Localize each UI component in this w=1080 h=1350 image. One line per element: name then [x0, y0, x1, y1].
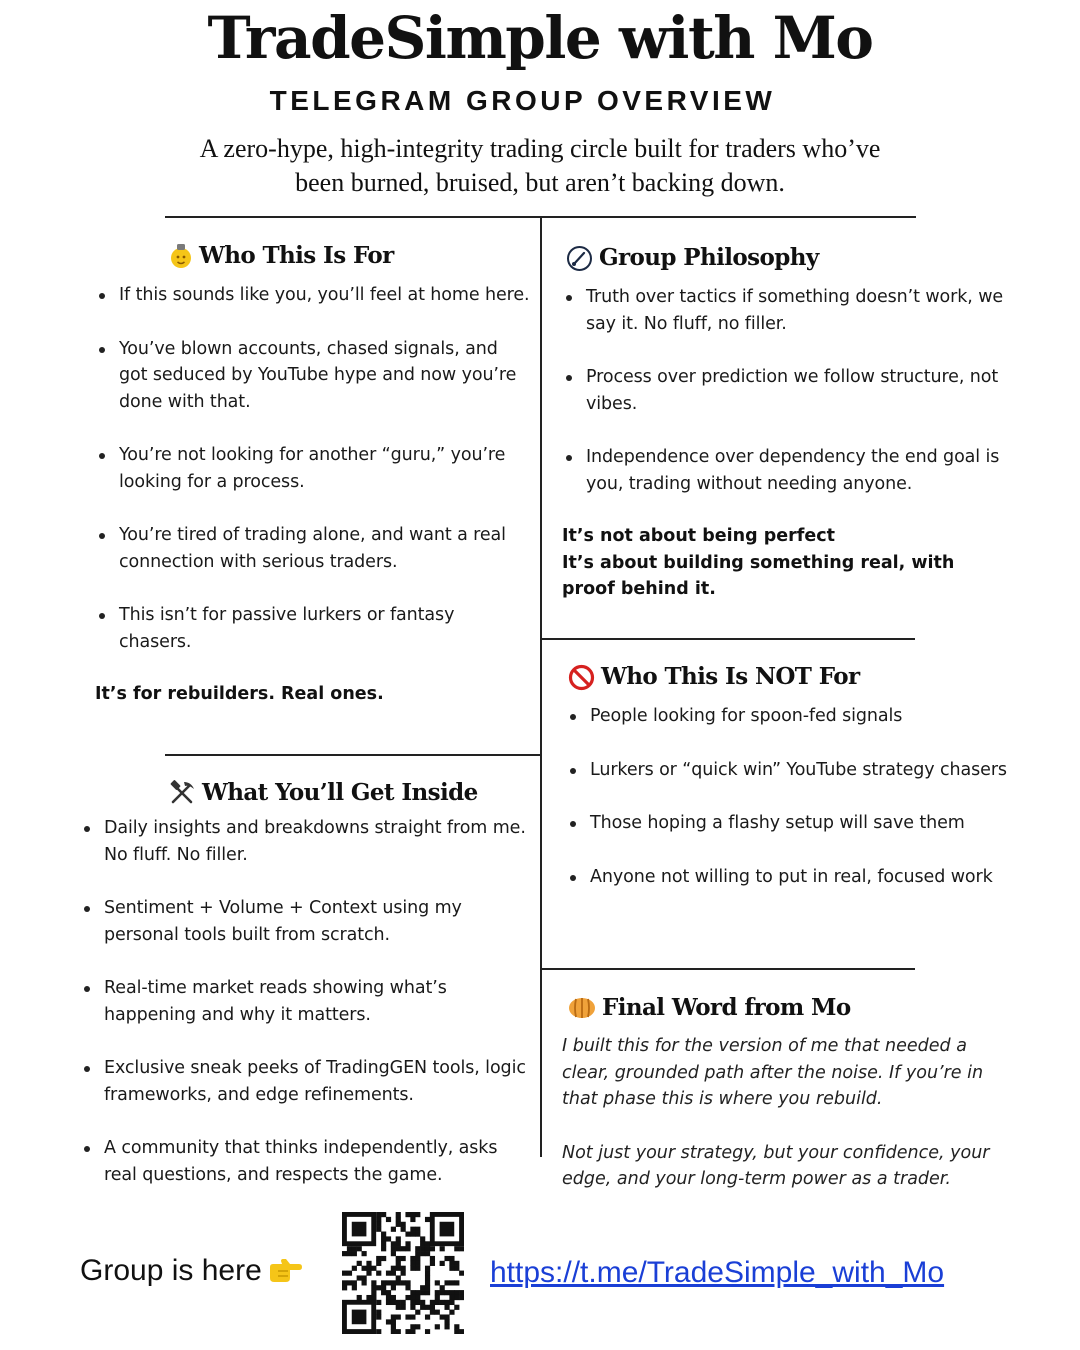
list-item: If this sounds like you, you’ll feel at home here. [95, 282, 530, 309]
final-word-paragraph-1: I built this for the version of me that needed a clear, grounded path after the noise. If you’re in that phase this is where you rebuild. [562, 1036, 984, 1109]
list-item: A community that thinks independently, asks real questions, and respects the game. [80, 1135, 535, 1188]
hammer-pick-icon [168, 779, 196, 807]
get-inside-list [80, 815, 535, 1188]
philosophy-heading: Group Philosophy [566, 242, 1007, 274]
bulb-icon [169, 242, 193, 270]
who-for-list [95, 282, 530, 655]
list-item: Exclusive sneak peeks of TradingGEN tools, logic frameworks, and edge refinements. [80, 1055, 535, 1108]
philosophy-closing: It’s not about being perfect It’s about building something real, with proof behind it. [562, 526, 955, 599]
not-for-list [566, 703, 1011, 890]
get-inside-section [80, 777, 535, 1188]
list-item: You’re not looking for another “guru,” you’re looking for a process. [95, 442, 530, 495]
pointing-right-icon [268, 1258, 302, 1284]
philosophy-section [562, 242, 1007, 603]
list-item: You’ve blown accounts, chased signals, and got seduced by YouTube hype and now you’re done with that. [95, 336, 530, 416]
get-inside-heading: What You’ll Get Inside [168, 777, 535, 809]
group-is-here: Group is here [80, 1251, 302, 1291]
list-item: You’re tired of trading alone, and want a real connection with serious traders. [95, 522, 530, 575]
page-subtitle: TELEGRAM GROUP OVERVIEW [269, 85, 776, 116]
philosophy-list [562, 284, 1007, 497]
center-divider [540, 217, 542, 1157]
who-for-heading: Who This Is For [169, 240, 530, 272]
right-section-divider-2 [541, 968, 915, 970]
not-for-section [566, 661, 1011, 890]
list-item: This isn’t for passive lurkers or fantasy chasers. [95, 602, 530, 655]
prohibited-icon [568, 664, 595, 691]
intro-text: A zero-hype, high-integrity trading circle built for traders who’ve been burned, bruised, but aren’t backing down. [199, 134, 881, 197]
right-section-divider-1 [541, 638, 915, 640]
not-for-heading: Who This Is NOT For [568, 661, 1011, 693]
list-item: Sentiment + Volume + Context using my personal tools built from scratch. [80, 895, 535, 948]
who-for-section [95, 240, 530, 708]
page-title: TradeSimple with Mo [207, 4, 873, 72]
list-item: Daily insights and breakdowns straight from me. No fluff. No filler. [80, 815, 535, 868]
qr-code-icon[interactable] [342, 1212, 464, 1334]
gauge-icon [566, 245, 593, 272]
final-word-paragraph-2: Not just your strategy, but your confidence, your edge, and your long-term power as a trader. [562, 1142, 990, 1189]
who-for-closing: It’s for rebuilders. Real ones. [95, 684, 384, 704]
list-item: Anyone not willing to put in real, focused work [566, 864, 1011, 891]
list-item: Real-time market reads showing what’s happening and why it matters. [80, 975, 535, 1028]
list-item: People looking for spoon-fed signals [566, 703, 1011, 730]
list-item: Independence over dependency the end goal is you, trading without needing anyone. [562, 444, 1007, 497]
list-item: Those hoping a flashy setup will save them [566, 810, 1011, 837]
final-word-heading: Final Word from Mo [568, 992, 1010, 1024]
final-word-section [562, 992, 1010, 1193]
list-item: Truth over tactics if something doesn’t work, we say it. No fluff, no filler. [562, 284, 1007, 337]
croissant-icon [568, 996, 596, 1020]
left-section-divider [165, 754, 540, 756]
list-item: Process over prediction we follow structure, not vibes. [562, 364, 1007, 417]
list-item: Lurkers or “quick win” YouTube strategy chasers [566, 757, 1011, 784]
telegram-link[interactable]: https://t.me/TradeSimple_with_Mo [490, 1256, 945, 1289]
